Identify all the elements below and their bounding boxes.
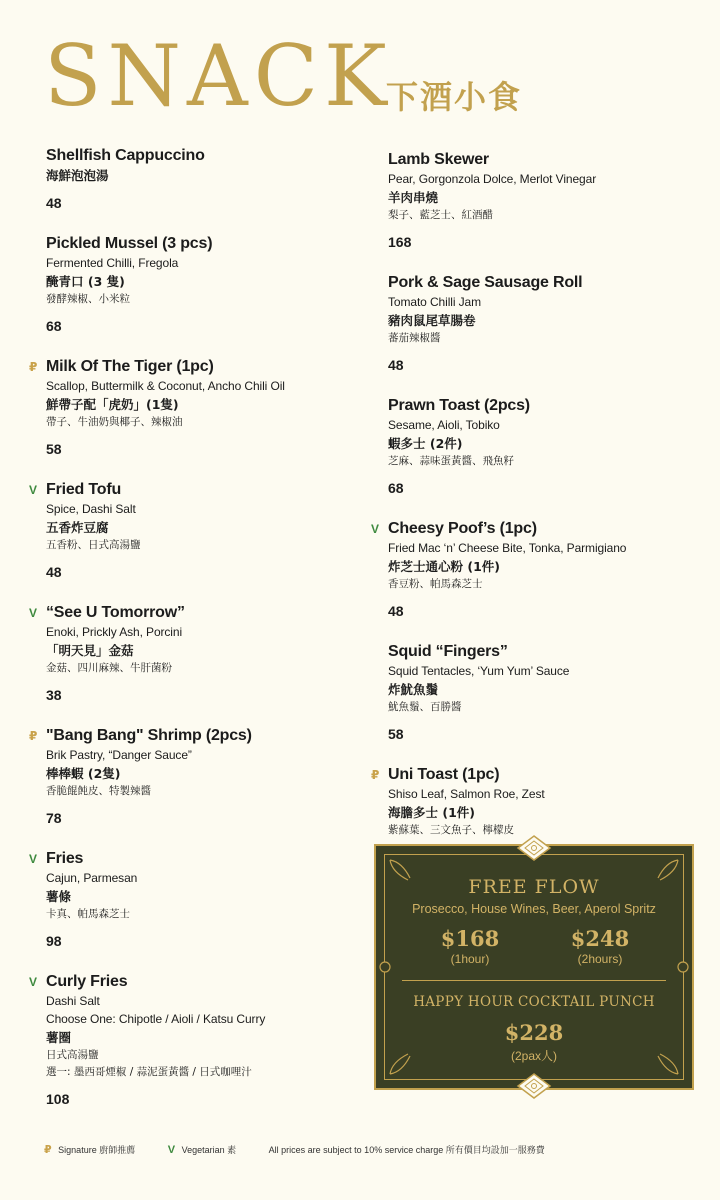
item-description-chinese: 蕃茄辣椒醬	[388, 332, 441, 344]
menu-item	[388, 396, 718, 497]
item-name-chinese: 棒棒蝦 (2隻)	[46, 766, 121, 781]
vegetarian-icon: V	[29, 852, 38, 866]
item-name: Prawn Toast (2pcs)	[388, 397, 530, 414]
item-name-chinese: 海鮮泡泡湯	[46, 168, 109, 183]
item-name: Pork & Sage Sausage Roll	[388, 274, 583, 291]
diamond-ornament-top-icon	[514, 834, 554, 862]
item-name-chinese: 蝦多士 (2件)	[388, 436, 463, 451]
item-description: Pear, Gorgonzola Dolce, Merlot Vinegar	[388, 172, 597, 186]
item-name-chinese: 薯圈	[46, 1030, 72, 1045]
signature-icon: ₽	[29, 360, 38, 374]
item-description-chinese: 五香粉、日式高湯鹽	[46, 539, 141, 551]
item-description-chinese: 梨子、藍芝士、紅酒醋	[388, 209, 493, 221]
menu-item	[371, 519, 718, 620]
item-description: Squid Tentacles, ‘Yum Yum’ Sauce	[388, 664, 570, 678]
item-description-chinese: 帶子、牛油奶與椰子、辣椒油	[46, 416, 183, 428]
item-description: Fried Mac ‘n’ Cheese Bite, Tonka, Parmigiano	[388, 541, 627, 555]
menu-item	[388, 273, 718, 374]
free-flow-subtitle: Prosecco, House Wines, Beer, Aperol Spritz	[412, 902, 656, 916]
item-description-chinese: 日式高湯鹽	[46, 1049, 99, 1061]
item-price: 48	[46, 564, 62, 580]
free-flow-title: FREE FLOW	[468, 876, 600, 898]
item-description: Sesame, Aioli, Tobiko	[388, 418, 500, 432]
item-description: Brik Pastry, “Danger Sauce”	[46, 748, 192, 762]
item-name-chinese: 醃青口 (3 隻)	[46, 274, 125, 289]
item-name: Cheesy Poof’s (1pc)	[388, 520, 537, 537]
signature-icon: ₽	[371, 768, 380, 782]
price-duration: (2hours)	[577, 952, 623, 966]
vegetarian-icon: V	[29, 606, 38, 620]
vegetarian-icon: V	[371, 522, 380, 536]
vegetarian-legend-label: Vegetarian 素	[181, 1145, 237, 1155]
item-name: Curly Fries	[46, 973, 128, 990]
item-name: "Bang Bang" Shrimp (2pcs)	[46, 727, 252, 744]
item-description-chinese: 金菇、四川麻辣、牛肝菌粉	[46, 662, 172, 674]
item-description-chinese: 魷魚鬚、百勝醬	[388, 701, 462, 713]
item-name: Lamb Skewer	[388, 151, 489, 168]
item-name: Pickled Mussel (3 pcs)	[46, 235, 213, 252]
signature-icon: ₽	[29, 729, 38, 743]
item-name-chinese: 炸芝士通心粉 (1件)	[388, 559, 500, 574]
item-description: Shiso Leaf, Salmon Roe, Zest	[388, 787, 545, 801]
item-description: Fermented Chilli, Fregola	[46, 256, 179, 270]
item-description: Choose One: Chipotle / Aioli / Katsu Curry	[46, 1012, 266, 1026]
item-name-chinese: 炸魷魚鬚	[388, 682, 439, 697]
menu-item	[46, 234, 376, 335]
diamond-ornament-bottom-icon	[514, 1072, 554, 1100]
item-name: Fried Tofu	[46, 481, 122, 498]
item-name-chinese: 薯條	[46, 889, 72, 904]
item-name: Milk Of The Tiger (1pc)	[46, 358, 214, 375]
item-price: 68	[46, 318, 62, 334]
item-name: Fries	[46, 850, 84, 867]
menu-item	[29, 726, 376, 827]
menu-item	[29, 972, 376, 1108]
side-ornament-right-icon	[676, 960, 690, 974]
title-chinese: 下酒小食	[386, 78, 523, 116]
item-name: “See U Tomorrow”	[46, 604, 185, 621]
item-name: Squid “Fingers”	[388, 643, 508, 660]
menu-item	[29, 480, 376, 581]
item-description-chinese: 香豆粉、帕馬森芝士	[388, 578, 483, 590]
item-name-chinese: 海膽多士 (1件)	[388, 805, 475, 820]
signature-icon: ₽	[44, 1144, 52, 1156]
free-flow-price-2hours	[540, 926, 660, 966]
item-name: Shellfish Cappuccino	[46, 147, 205, 164]
vegetarian-icon: V	[29, 975, 38, 989]
happy-hour-unit: (2pax人)	[510, 1049, 557, 1063]
menu-item	[388, 150, 718, 251]
menu-column-left	[29, 146, 376, 1130]
price-duration: (1hour)	[450, 952, 490, 966]
item-description: Spice, Dashi Salt	[46, 502, 136, 516]
item-description: Cajun, Parmesan	[46, 871, 138, 885]
vegetarian-icon: V	[29, 483, 38, 497]
item-name-chinese: 豬肉鼠尾草腸卷	[388, 313, 476, 328]
item-description: Enoki, Prickly Ash, Porcini	[46, 625, 183, 639]
title-english: SNACK	[44, 27, 393, 125]
item-price: 68	[388, 480, 404, 496]
menu-item	[46, 146, 376, 212]
menu-column-right	[371, 150, 718, 888]
happy-hour-title: HAPPY HOUR COCKTAIL PUNCH	[413, 994, 655, 1010]
item-price: 58	[46, 441, 62, 457]
item-price: 108	[46, 1091, 70, 1107]
item-description: Tomato Chilli Jam	[388, 295, 481, 309]
item-price: 48	[46, 195, 62, 211]
price-amount: $248	[570, 926, 630, 951]
item-price: 48	[388, 603, 404, 619]
signature-legend-label: Signature 廚師推薦	[58, 1145, 136, 1155]
menu-item	[388, 642, 718, 743]
free-flow-price-1hour	[410, 926, 530, 966]
item-description-chinese: 香脆餛飩皮、特製辣醬	[46, 785, 151, 797]
promo-box	[374, 844, 694, 1090]
item-name-chinese: 鮮帶子配「虎奶」(1隻)	[46, 397, 179, 412]
item-name-chinese: 羊肉串燒	[388, 190, 439, 205]
item-price: 78	[46, 810, 62, 826]
promo-divider	[402, 980, 666, 981]
item-price: 58	[388, 726, 404, 742]
item-price: 168	[388, 234, 412, 250]
side-ornament-left-icon	[378, 960, 392, 974]
happy-hour-price: $228	[504, 1020, 564, 1045]
menu-item	[29, 849, 376, 950]
vegetarian-icon: V	[167, 1144, 176, 1156]
item-price: 48	[388, 357, 404, 373]
price-amount: $168	[440, 926, 500, 951]
item-description-chinese: 紫蘇葉、三文魚子、檸檬皮	[388, 824, 514, 836]
item-name-chinese: 「明天見」金菇	[46, 643, 134, 658]
item-description: Scallop, Buttermilk & Coconut, Ancho Chili Oil	[46, 379, 285, 393]
menu-item	[29, 357, 376, 458]
item-price: 98	[46, 933, 62, 949]
item-name: Uni Toast (1pc)	[388, 766, 500, 783]
item-name-chinese: 五香炸豆腐	[46, 520, 109, 535]
service-charge-note: All prices are subject to 10% service charge 所有價目均設加一服務費	[268, 1145, 545, 1155]
footer-legend	[44, 1143, 545, 1156]
menu-item	[29, 603, 376, 704]
item-price: 38	[46, 687, 62, 703]
item-description-chinese: 發酵辣椒、小米粒	[46, 293, 130, 305]
item-description-chinese: 選一: 墨西哥煙椒 / 蒜泥蛋黃醬 / 日式咖哩汁	[46, 1066, 252, 1078]
item-description: Dashi Salt	[46, 994, 100, 1008]
item-description-chinese: 卡真、帕馬森芝士	[46, 908, 130, 920]
item-description-chinese: 芝麻、蒜味蛋黃醬、飛魚籽	[388, 455, 514, 467]
